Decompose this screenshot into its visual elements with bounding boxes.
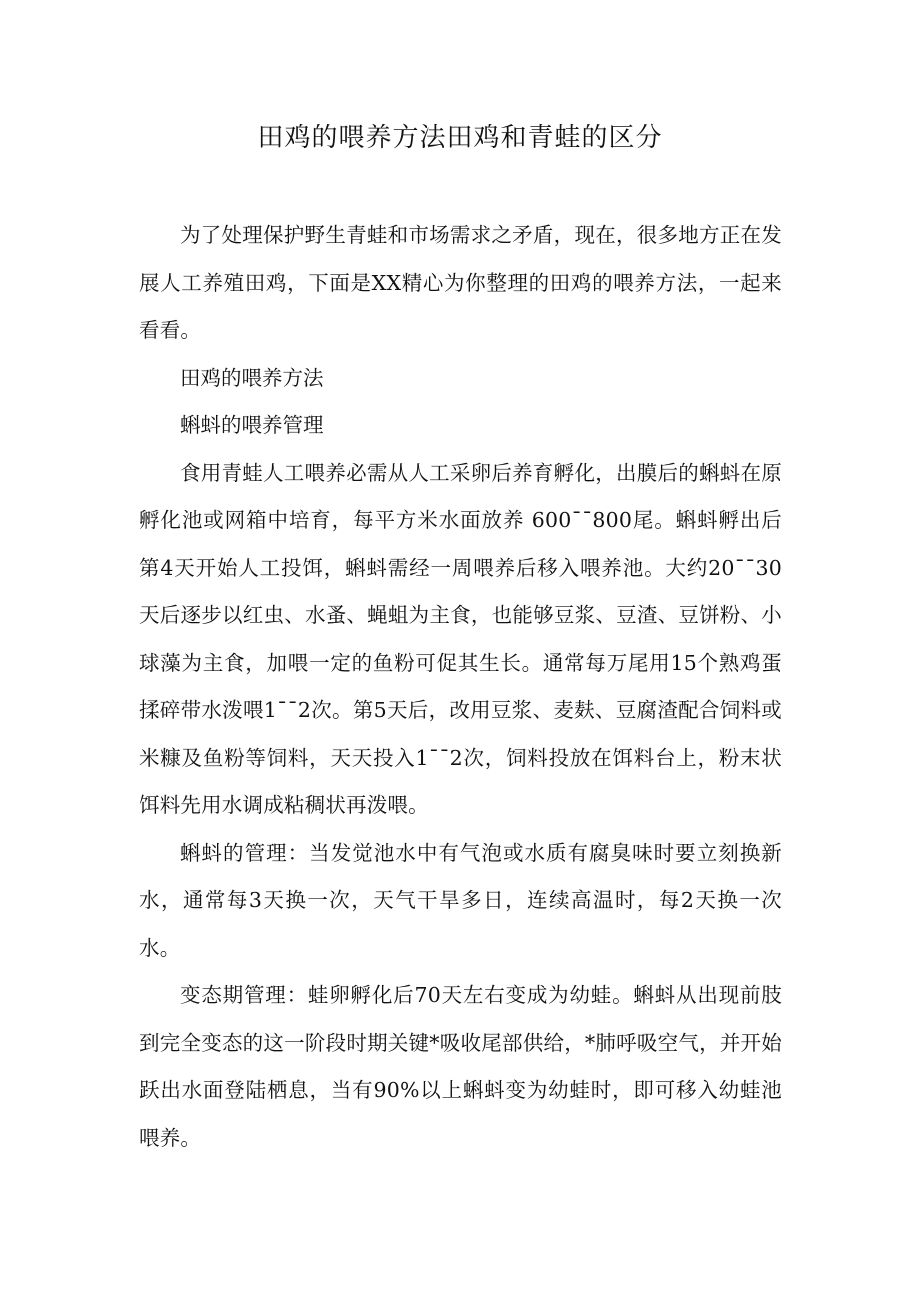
- management-paragraph: 蝌蚪的管理：当发觉池水中有气泡或水质有腐臭味时要立刻换新水，通常每3天换一次，天气干旱多日，连续高温时，每2天换一次水。: [139, 840, 782, 960]
- document-body: [139, 212, 782, 1162]
- document-title: 田鸡的喂养方法田鸡和青蛙的区分: [257, 123, 663, 153]
- section-heading: 田鸡的喂养方法: [180, 365, 324, 390]
- metamorphosis-paragraph: 变态期管理：蛙卵孵化后70天左右变成为幼蛙。蝌蚪从出现前肢到完全变态的这一阶段时期关键*吸收尾部供给，*肺呼吸空气，并开始跃出水面登陆栖息，当有90%以上蝌蚪变为幼蛙时，即可移入幼蛙池喂养。: [139, 983, 782, 1150]
- subsection-heading: 蝌蚪的喂养管理: [180, 413, 324, 437]
- feeding-paragraph: 食用青蛙人工喂养必需从人工采卵后养育孵化，出膜后的蝌蚪在原孵化池或网箱中培育，每平方米水面放养 600¯¯800尾。蝌蚪孵出后第4天开始人工投饵，蝌蚪需经一周喂养后移入喂养池。大约20¯¯30天后逐步以红虫、水蚤、蝇蛆为主食，也能够豆浆、豆渣、豆饼粉、小球藻为主食，加喂一定的鱼粉可促其生长。通常每万尾用15个熟鸡蛋揉碎带水泼喂1¯¯2次。第5天后，改用豆浆、麦麸、豆腐渣配合饲料或米糠及鱼粉等饲料，天天投入1¯¯2次，饲料投放在饵料台上，粉末状饵料先用水调成粘稠状再泼喂。: [139, 460, 782, 817]
- intro-paragraph: 为了处理保护野生青蛙和市场需求之矛盾，现在，很多地方正在发展人工养殖田鸡，下面是XX精心为你整理的田鸡的喂养方法，一起来看看。: [139, 223, 782, 342]
